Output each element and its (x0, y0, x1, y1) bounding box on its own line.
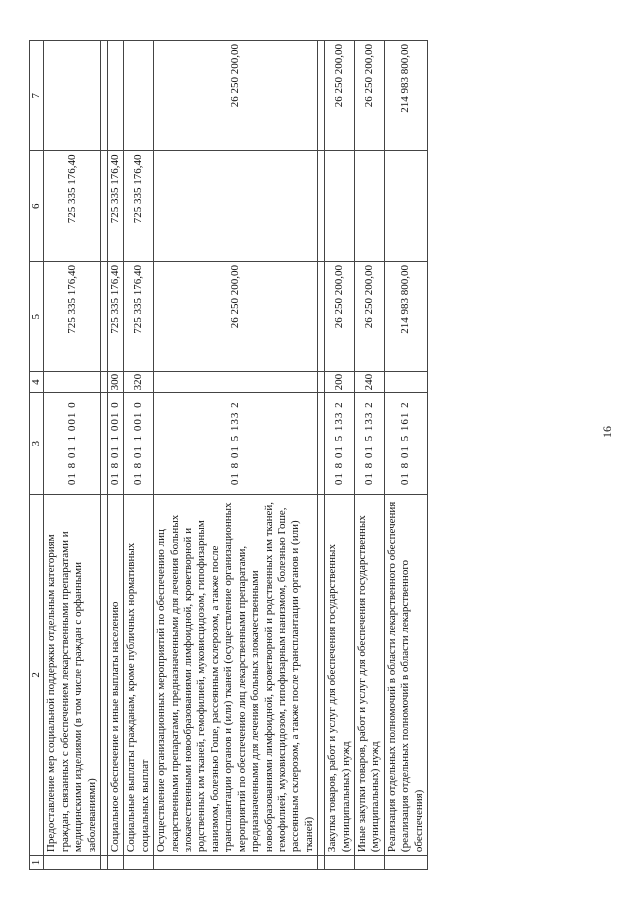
row-value-6 (325, 151, 355, 261)
row-index-cell (124, 856, 154, 870)
row-type (44, 372, 101, 392)
header-col-1: 1 (30, 856, 44, 870)
row-spacer (101, 41, 108, 870)
table-row (354, 41, 384, 870)
row-code: 01 8 01 1 001 0 (108, 392, 124, 494)
budget-table (29, 40, 428, 870)
table-row (325, 41, 355, 870)
row-type (154, 372, 318, 392)
row-value-6 (354, 151, 384, 261)
row-name: Закупка товаров, работ и услуг для обеспечения государственных (муниципальных) нужд (325, 494, 355, 855)
header-col-5: 5 (30, 261, 44, 371)
row-name: Социальное обеспечение и иные выплаты населению (108, 494, 124, 855)
row-type (384, 372, 427, 392)
table-row (154, 41, 318, 870)
header-col-6: 6 (30, 151, 44, 261)
header-col-4: 4 (30, 372, 44, 392)
header-col-3: 3 (30, 392, 44, 494)
row-index-cell (108, 856, 124, 870)
row-name: Иные закупки товаров, работ и услуг для обеспечения государственных (муниципальных) нужд (354, 494, 384, 855)
row-value-7: 26 250 200,00 (154, 41, 318, 152)
row-value-6 (384, 151, 427, 261)
row-name: Осуществление организационных мероприятий по обеспечению лиц лекарственными препаратами, предназначенными для лечения больных злокачественными новообразованиями лимфоидной, кроветворной и родственных им тканей, гемофилией, муковисцидозом, гипофизарным нанизмом, болезнью Гоше, рассеянным склерозом, а также после трансплантации органов и (или) тканей (осуществление организационных мероприятий по обеспечению лиц лекарственными препаратами, предназначенными для лечения больных злокачественными новообразованиями лимфоидной, кроветворной и родственных им тканей, гемофилией, муковисцидозом, гипофизарным нанизмом, болезнью Гоше, рассеянным склерозом, а также после трансплантации органов и (или) тканей) (154, 494, 318, 855)
row-value-5: 725 335 176,40 (108, 261, 124, 371)
row-value-5: 26 250 200,00 (354, 261, 384, 371)
row-code: 01 8 01 1 001 0 (44, 392, 101, 494)
row-value-6: 725 335 176,40 (124, 151, 154, 261)
row-value-7 (44, 41, 101, 152)
row-index-cell (384, 856, 427, 870)
row-type: 320 (124, 372, 154, 392)
header-row (30, 41, 44, 870)
row-name: Реализация отдельных полномочий в области лекарственного обеспечения (реализация отдельных полномочий в области лекарственного обеспечения) (384, 494, 427, 855)
row-code: 01 8 01 1 001 0 (124, 392, 154, 494)
table-row (108, 41, 124, 870)
header-col-2: 2 (30, 494, 44, 855)
row-type: 240 (354, 372, 384, 392)
row-value-5: 26 250 200,00 (325, 261, 355, 371)
row-name: Социальные выплаты гражданам, кроме публичных нормативных социальных выплат (124, 494, 154, 855)
row-spacer (318, 41, 325, 870)
row-code: 01 8 01 5 161 2 (384, 392, 427, 494)
row-value-7 (108, 41, 124, 152)
row-code: 01 8 01 5 133 2 (154, 392, 318, 494)
row-value-5: 26 250 200,00 (154, 261, 318, 371)
row-value-7: 26 250 200,00 (354, 41, 384, 152)
table-row (384, 41, 427, 870)
row-type: 200 (325, 372, 355, 392)
row-code: 01 8 01 5 133 2 (354, 392, 384, 494)
row-value-7 (124, 41, 154, 152)
row-index-cell (325, 856, 355, 870)
page-number-text: 16 (600, 426, 614, 438)
table-row (44, 41, 101, 870)
row-value-6: 725 335 176,40 (108, 151, 124, 261)
header-col-7: 7 (30, 41, 44, 152)
row-name: Предоставление мер социальной поддержки отдельным категориям граждан, связанных с обеспечением лекарственными препаратами и медицинскими изделиями (в том числе граждан с орфанными заболеваниями) (44, 494, 101, 855)
row-value-6 (154, 151, 318, 261)
row-value-6: 725 335 176,40 (44, 151, 101, 261)
row-code: 01 8 01 5 133 2 (325, 392, 355, 494)
row-value-5: 725 335 176,40 (124, 261, 154, 371)
table-row (124, 41, 154, 870)
row-value-5: 725 335 176,40 (44, 261, 101, 371)
row-index-cell (154, 856, 318, 870)
row-index-cell (44, 856, 101, 870)
row-value-5: 214 983 800,00 (384, 261, 427, 371)
row-value-7: 26 250 200,00 (325, 41, 355, 152)
row-type: 300 (108, 372, 124, 392)
rotated-document (29, 40, 428, 870)
row-index-cell (354, 856, 384, 870)
row-value-7: 214 983 800,00 (384, 41, 427, 152)
